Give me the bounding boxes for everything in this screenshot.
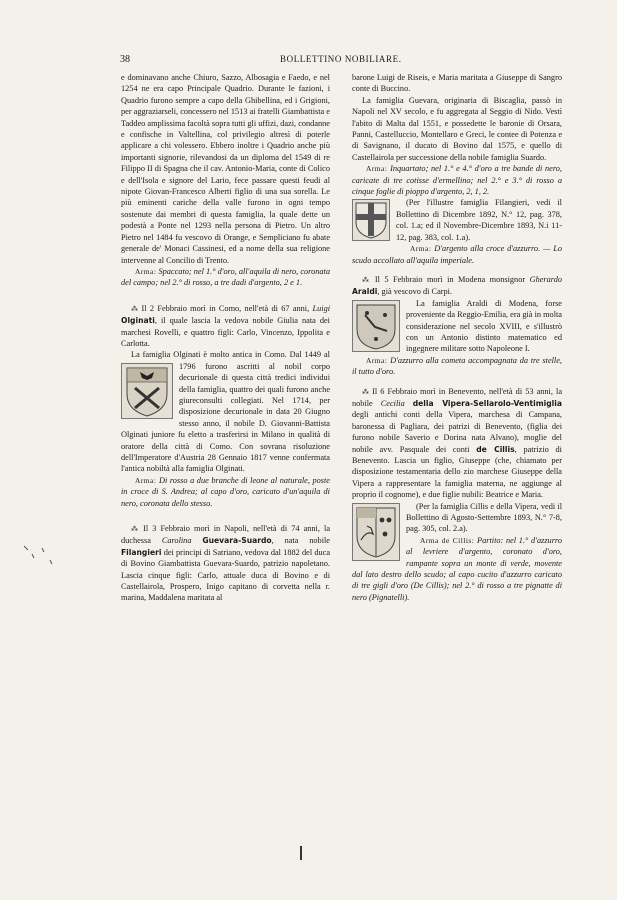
quadrio-history: e dominavano anche Chiuro, Sazzo, Albosagia e Faedo, e nel 1254 ne era capo Principale Quadrio. Durante le fazioni, i Quadrio furono sempre a capo della Ghibellina, ed i Grigioni, per aggraziarseli, concessero nel 1513 ai fratelli Giambattista e Taddeo amplissima facoltà sopra tutti gli uffizi, dazi, condanne e confische in Valtellina, col privilegio altresì di poterle applicare a chi volessero. Ebbero inoltre i Quadrio anche più importanti signorie, rilevandosi da un diploma del 1549 di re Filippo II di Spagna che il cav. Antonio-Maria, conte di Colico e dell'Isola e signore del Lario, fece passare questi feudi al nipote Giovan-Francesco Alberti figlio di una sua sorella. Le più eminenti cariche della valle furono in ogni tempo sostenute dai membri di questa famiglia, la quale dette un podestà a Ponte nel 1293 nella persona di Pietro. Un altro Pietro nel 1484 fu vescovo di Orange, e Sempliciano fu abate generale de' Monaci Cassinesi, ed a nome della sua religione intervenne al Concilio di Trento. xyxy=(121,73,330,265)
olginati-obituary: ⁂ Il 2 Febbraio morì in Como, nell'età di 67 anni, Luigi Olginati, il quale lascia la vedova nobile Giulia nata dei marchesi Rovelli, e quattro figli: Carlo, Vincenzo, Ippolita e Carlotta. xyxy=(121,303,331,348)
left-column xyxy=(121,72,330,604)
guevara-obituary: ⁂ Il 3 Febbraio morì in Napoli, nell'età di 74 anni, la duchessa Carolina Guevara-Suardo, nata nobile Filangieri dei principi di Satriano, vedova dal 1882 del duca di Bovino Giambattista Guevara-Suardo, patrizio napoletano. Lascia cinque figli: Carlo, attuale duca di Bovino e di Castellairola, Prospero, Inigo capitano di corvetta nella r. marina, Maddalena maritata al xyxy=(121,524,330,603)
araldi-arms: Arma: D'azzurro alla cometa accompagnata da tre stelle, il tutto d'oro. xyxy=(352,355,562,377)
quadrio-arms xyxy=(121,266,330,289)
margin-mark-icon xyxy=(20,540,60,570)
filangieri-reference: (Per l'illustre famiglia Filangieri, vedi il Bollettino di Dicembre 1892, N.° 12, pag. 378, col. 1.a; ed il Novembre-Dicembre 1893, N.i 11-12, pag. 383, col. 1.a). xyxy=(352,197,562,243)
surname-olginati: Olginati xyxy=(121,316,155,326)
guevara-history: La famiglia Guevara, originaria di Biscaglia, passò in Napoli nel XV secolo, e fu aggregata al Seggio di Nido. Vestì l'abito di Malta dal 1551, e possedette le baronie di Orsara, Panni, Castelluccio, Montellaro e Greci, le contee di Potenza e di Savignano, il ducato di Bovino dal 1575, e quello di Castellairola per successione della nobile famiglia Suardo. xyxy=(352,95,562,162)
cillis-arms: Arma de Cillis: Partito: nel 1.° d'azzurro al levriere d'argento, coronato d'oro, rampante sopra un monte di verde, movente dal lato destro dello scudo; al capo cucito d'azzurro caricato di tre gigli d'oro (De Cillis); nel 2.° di rosso a tre pignatte di nero (Pignatelli). xyxy=(352,535,563,602)
olginati-arms: Arma: Di rosso a due branche di leone al naturale, poste in croce di S. Andrea; al capo d'oro, caricato d'un'aquila di nero, coronata dello stesso. xyxy=(121,475,330,508)
filangieri-arms: Arma: D'argento alla croce d'azzurro. — Lo scudo accollato all'aquila imperiale. xyxy=(352,244,562,265)
olginati-crest-icon xyxy=(121,363,173,419)
cillis-crest-icon xyxy=(352,503,400,561)
asterism-icon: ⁂ xyxy=(131,525,139,534)
arms-blazon: Spaccato; nel 1.° d'oro, all'aquila di nero, coronata del campo; nel 2.° di rosso, a tre dadi d'argento, 2 e 1. xyxy=(121,266,330,288)
running-title: BOLLETTINO NOBILIARE. xyxy=(280,54,402,64)
print-mark xyxy=(300,846,302,860)
filangieri-crest-icon xyxy=(352,199,390,241)
araldi-obituary: ⁂ Il 5 Febbraio morì in Modena monsignor Gherardo Araldi, già vescovo di Carpi. xyxy=(352,274,563,297)
right-column xyxy=(352,72,562,603)
olginati-history: La famiglia Olginati è molto antica in Como. Dal 1449 al 1796 furono ascritti al nobil corpo decurionale di questa città tredici individui della famiglia, quattro dei quali furono anche giureconsulti collegiati. Nel 1714, per disposizione decurionale in data 20 Giugno stesso anno, il nobile D. Giovanni-Battista Olginati juniore fu eletto a trasferirsi in Milano in qualità di oratore della città di Como. Con sovrana risoluzione dell'Imperatore d'Austria 28 Gennaio 1817 venne confermata l'antica nobiltà alla famiglia Olginati. xyxy=(121,350,330,474)
page-header xyxy=(120,54,540,68)
guevara-continuation: barone Luigi de Riseis, e Maria maritata a Giuseppe di Sangro conte di Buccino. xyxy=(352,73,562,94)
araldi-crest-icon xyxy=(352,300,400,352)
vipera-obituary: ⁂ Il 6 Febbraio morì in Benevento, nell'età di 53 anni, la nobile Cecilia della Vipera-Sellarolo-Ventimiglia degli antichi conti della Vipera, marchesa di Campana, baronessa di Pagliara, dei patrizi di Benevento, (figlia dei furono nobile Saverio e Dorina nata Alvano), moglie del nobile avv. Pasquale dei conti de Cillis, patrizio di Benevento. Lascia un figlio, Giuseppe (che, chiamato per disposizione testamentaria dello zio marchese Giuseppe della Vipera a rappresentare la famiglia materna, ne aggiunge al proprio il cognome), e due figlie nubili: Beatrice e Maria. xyxy=(352,386,563,500)
asterism-icon: ⁂ xyxy=(131,304,139,313)
page-number: 38 xyxy=(120,54,130,65)
araldi-history: La famiglia Araldi di Modena, forse proveniente da Reggio-Emilia, era già in molta considerazione nel secolo XVIII, e s'illustrò con un Antonio distinto matematico ed ingegnere militare sotto Napoleone I. xyxy=(352,298,562,355)
cillis-reference: (Per la famiglia Cillis e della Vipera, vedi il Bollettino di Agosto-Settembre 1893, N.° 7-8, pag. 305, col. 2.a). xyxy=(352,501,562,535)
asterism-icon: ⁂ xyxy=(362,275,371,284)
asterism-icon: ⁂ xyxy=(362,387,370,396)
guevara-arms: Arma: Inquartato; nel 1.° e 4.° d'oro a tre bande di nero, caricate di tre cotisse d'ermellino; nel 2.° e 3.° di rosso a cinque foglie di pioppo d'argento, 2, 1, 2. xyxy=(352,164,562,197)
arms-label: Arma: xyxy=(135,266,157,276)
